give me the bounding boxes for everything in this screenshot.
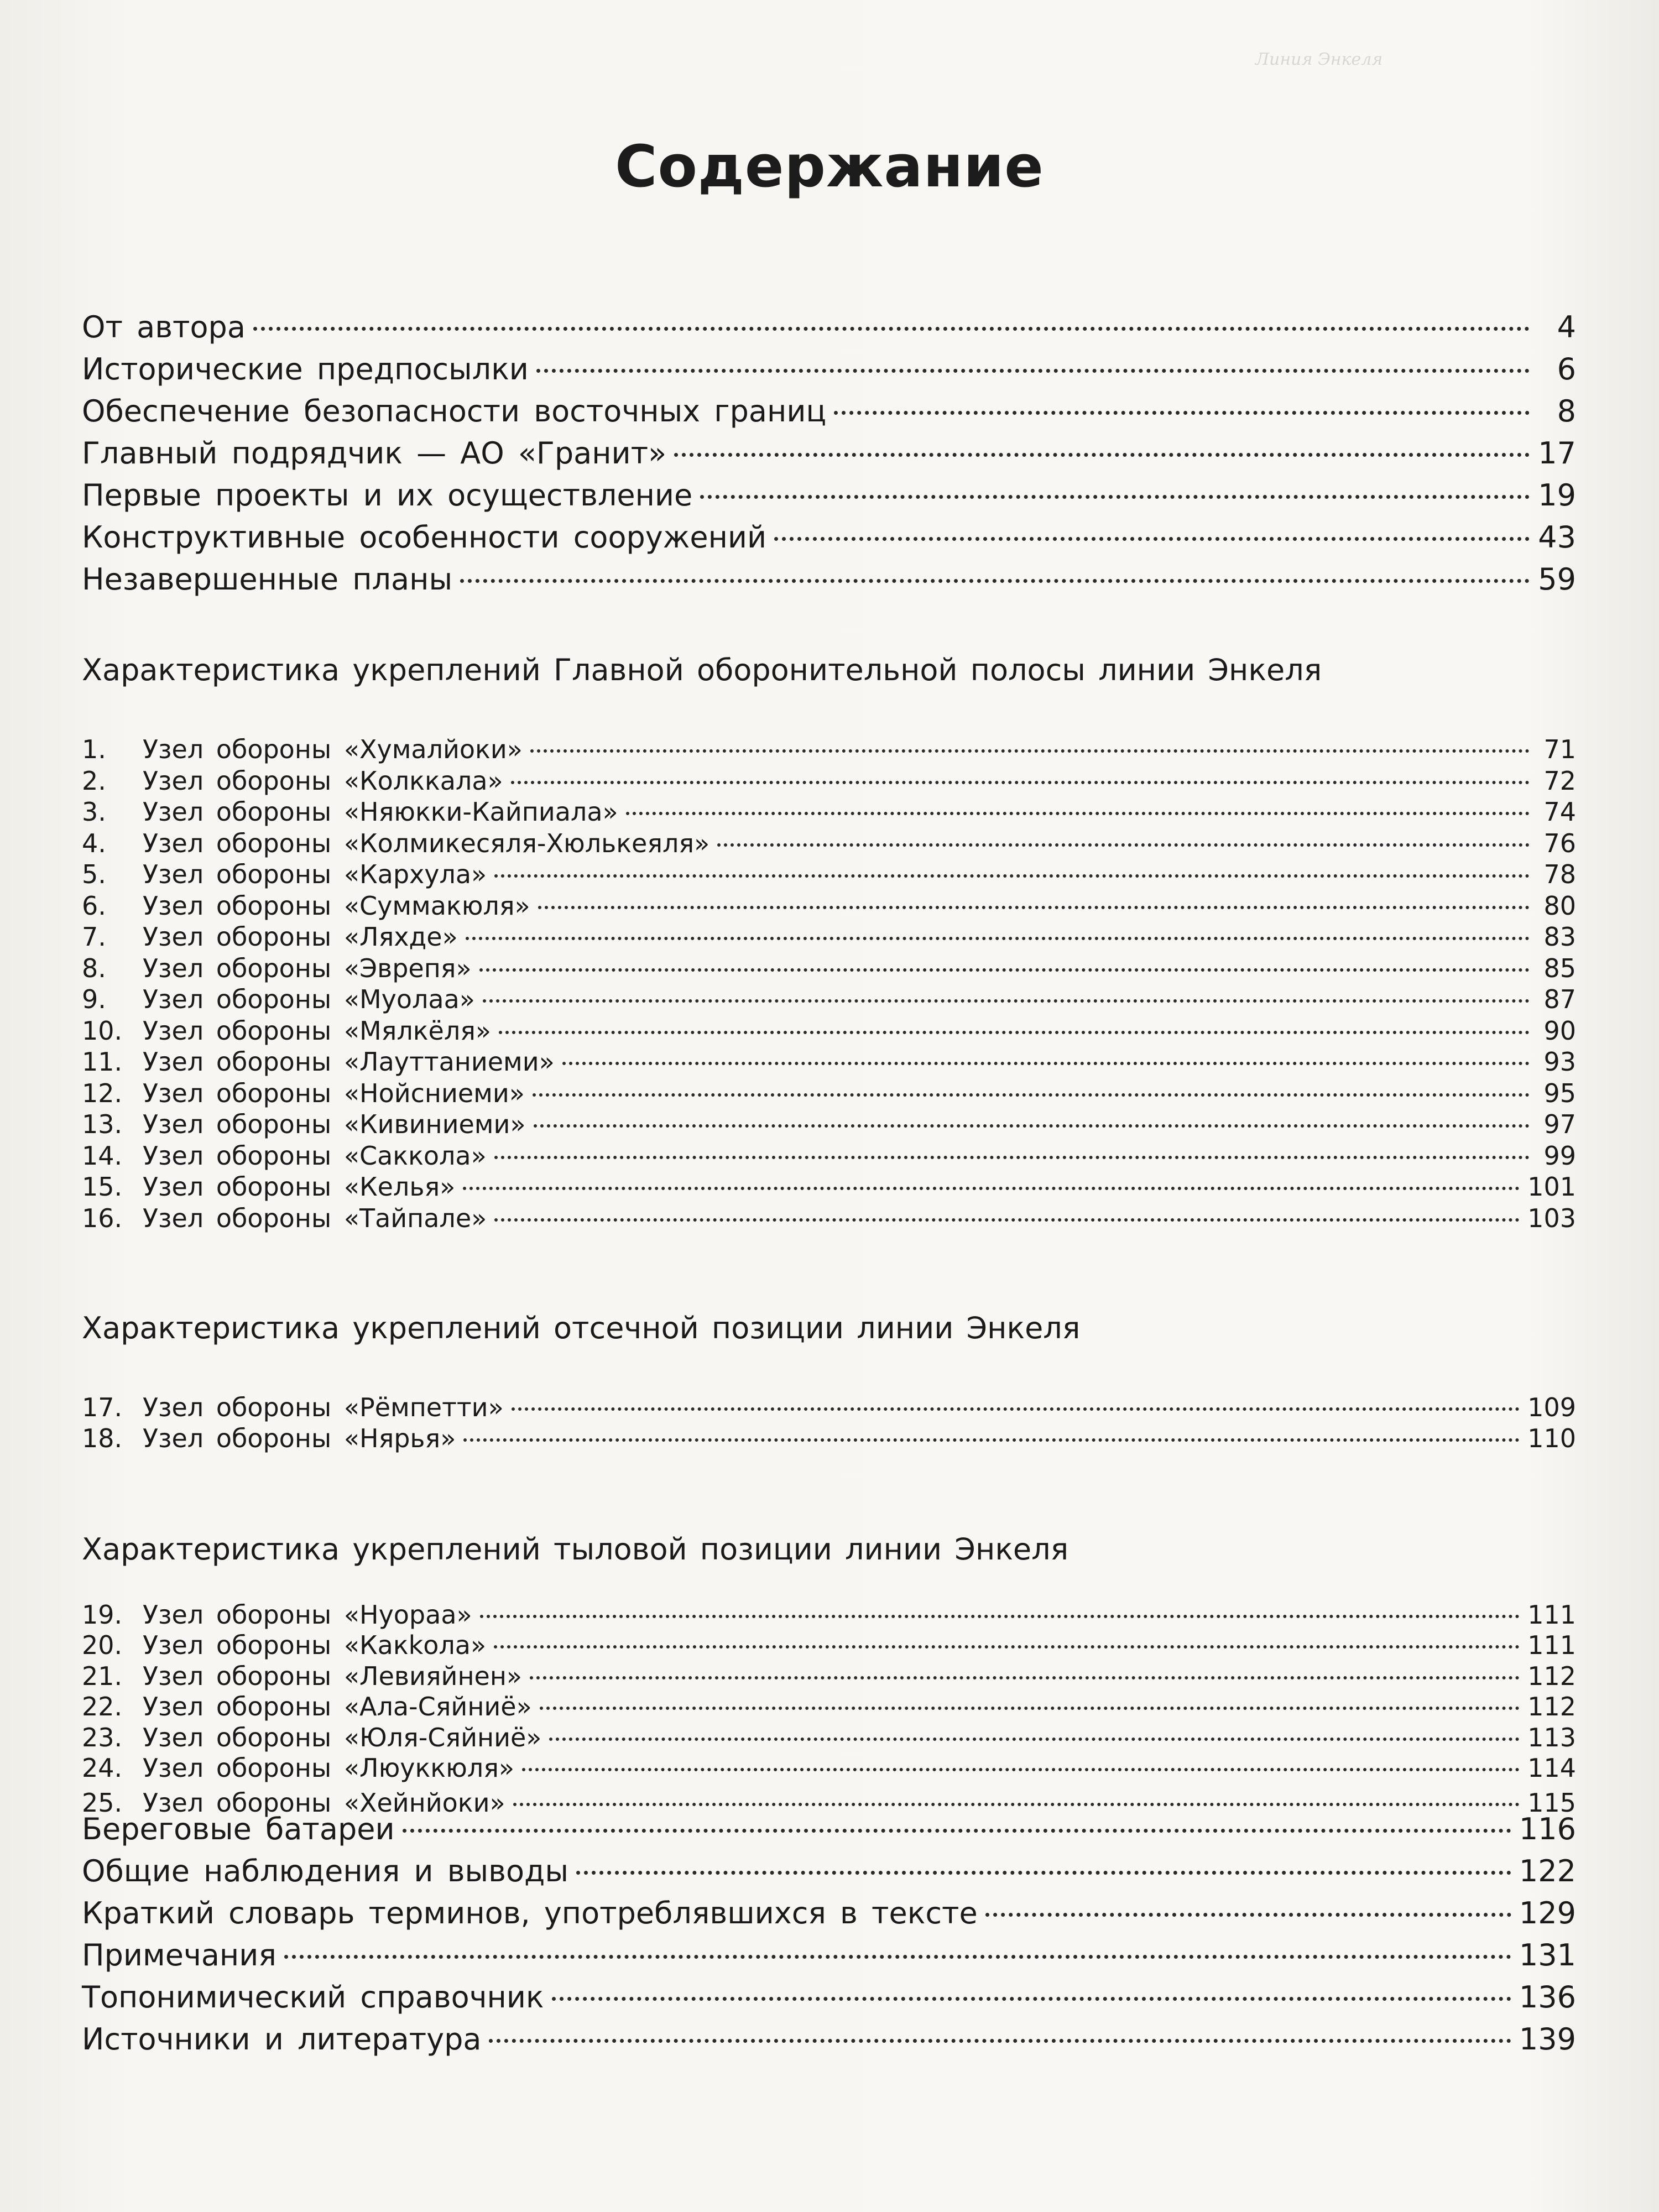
toc-entry-label: [82, 891, 538, 921]
dot-leader: [834, 411, 1530, 415]
toc-entry-number: 7.: [82, 922, 106, 952]
toc-entry-title: Узел обороны «Рёмпетти»: [143, 1392, 504, 1422]
toc-entry: [82, 1812, 1576, 1850]
toc-entry-label: Краткий словарь терминов, употреблявшихся в тексте: [82, 1896, 978, 1931]
dot-leader: [522, 1768, 1520, 1771]
toc-entry-label: [82, 797, 626, 827]
dot-leader: [717, 843, 1530, 847]
dot-leader: [494, 1645, 1520, 1648]
toc-entry-label: [82, 1047, 562, 1077]
toc-entry-number: 18.: [82, 1423, 123, 1453]
toc-entry-label: [82, 859, 494, 889]
toc-page-number: 72: [1543, 765, 1576, 796]
toc-page-number: 74: [1543, 797, 1576, 827]
dot-leader: [530, 1676, 1520, 1679]
toc-entry: [82, 1203, 1576, 1234]
toc-entry: [82, 828, 1576, 859]
toc-page-number: 114: [1527, 1753, 1576, 1783]
toc-page-number: 112: [1527, 1692, 1576, 1721]
toc-entry: [82, 310, 1576, 348]
toc-entry: [82, 1854, 1576, 1892]
toc-entry-number: 17.: [82, 1392, 123, 1422]
toc-entry-label: От автора: [82, 310, 246, 345]
dot-leader: [494, 1218, 1520, 1222]
toc-entry-number: 25.: [82, 1788, 123, 1818]
toc-page-number: 109: [1527, 1392, 1576, 1422]
toc-entry-label: [82, 953, 479, 983]
toc-entry-label: [82, 1172, 463, 1202]
toc-entry-label: Примечания: [82, 1938, 276, 1973]
toc-page-number: 93: [1543, 1047, 1576, 1077]
dot-leader: [538, 906, 1530, 909]
toc-entry-number: 16.: [82, 1203, 123, 1233]
toc-entry-number: 11.: [82, 1047, 123, 1077]
dot-leader: [284, 1955, 1511, 1959]
toc-entry-label: [82, 922, 466, 952]
toc-entry: [82, 1630, 1576, 1661]
toc-entry: [82, 953, 1576, 984]
dot-leader: [511, 781, 1530, 784]
toc-entry-label: Обеспечение безопасности восточных границ: [82, 394, 827, 429]
toc-entry-number: 12.: [82, 1078, 123, 1108]
toc-page-number: 131: [1519, 1938, 1576, 1973]
dot-leader: [460, 579, 1530, 583]
toc-entry: [82, 734, 1576, 765]
toc-entry-label: Источники и литература: [82, 2022, 482, 2057]
toc-entry-label: [82, 1630, 494, 1660]
toc-entry-number: 13.: [82, 1109, 123, 1139]
toc-entry-title: Узел обороны «Мялкёля»: [143, 1015, 492, 1046]
toc-page-number: 59: [1538, 562, 1576, 597]
toc-entry: [82, 436, 1576, 474]
toc-entry-title: Узел обороны «Саккола»: [143, 1140, 487, 1171]
toc-page-number: 87: [1543, 984, 1576, 1014]
toc-entry-title: Узел обороны «Левияйнен»: [143, 1661, 523, 1691]
toc-entry-title: Узел обороны «Юля-Сяйниё»: [143, 1723, 542, 1752]
toc-entry-label: Конструктивные особенности сооружений: [82, 520, 767, 555]
dot-leader: [626, 812, 1530, 815]
dot-leader: [489, 2039, 1511, 2043]
toc-page-number: 101: [1527, 1172, 1576, 1202]
toc-entry: [82, 766, 1576, 797]
toc-entry-title: Узел обороны «Колмикесяля-Хюлькеяля»: [143, 828, 710, 858]
toc-entry-title: Узел обороны «Кивиниеми»: [143, 1109, 526, 1139]
toc-entry: [82, 797, 1576, 828]
toc-entry: [82, 859, 1576, 890]
toc-entry-label: [82, 1753, 522, 1783]
toc-entry-label: [82, 1141, 494, 1171]
toc-page-number: 139: [1519, 2022, 1576, 2057]
toc-entry-title: Узел обороны «Люуккюля»: [143, 1753, 515, 1783]
toc-entry-number: 21.: [82, 1661, 123, 1691]
toc-entry-label: [82, 828, 717, 858]
dot-leader: [512, 1407, 1520, 1411]
toc-page-number: 83: [1543, 922, 1576, 952]
toc-page-number: 85: [1543, 953, 1576, 983]
toc-entry-title: Узел обороны «Колккала»: [143, 765, 503, 796]
toc-page-number: 8: [1557, 394, 1576, 429]
toc-entry-title: Узел обороны «Суммакюля»: [143, 890, 530, 921]
toc-entry-number: 22.: [82, 1692, 123, 1721]
dot-leader: [480, 1615, 1520, 1618]
dot-leader: [513, 1803, 1520, 1806]
dot-leader: [403, 1829, 1511, 1833]
toc-entry: [82, 1047, 1576, 1078]
section-heading: Характеристика укреплений отсечной позиции линии Энкеля: [82, 1311, 1081, 1345]
toc-entry-label: [82, 1692, 540, 1721]
toc-entry-number: 10.: [82, 1015, 123, 1046]
toc-entry-number: 15.: [82, 1172, 123, 1202]
toc-entry-label: [82, 734, 530, 764]
toc-entry-title: Узел обороны «Эврепя»: [143, 953, 472, 983]
dot-leader: [534, 1124, 1530, 1128]
toc-entry-number: 8.: [82, 953, 106, 983]
toc-page-number: 115: [1527, 1788, 1576, 1818]
toc-entry-label: [82, 1078, 533, 1108]
toc-entry: [82, 1692, 1576, 1723]
toc-entry: [82, 394, 1576, 432]
dot-leader: [549, 1738, 1520, 1741]
dot-leader: [985, 1913, 1511, 1917]
toc-entry-title: Узел обороны «Нярья»: [143, 1423, 456, 1453]
toc-entry: [82, 352, 1576, 390]
toc-entry-number: 20.: [82, 1630, 123, 1660]
toc-entry: [82, 922, 1576, 953]
toc-entry-number: 1.: [82, 734, 106, 764]
toc-page-number: 17: [1538, 436, 1576, 471]
section-heading: Характеристика укреплений тыловой позиции линии Энкеля: [82, 1532, 1069, 1567]
toc-entry-title: Узел обороны «Ляхде»: [143, 922, 458, 952]
toc-entry-label: Береговые батареи: [82, 1812, 395, 1846]
dot-leader: [562, 1062, 1530, 1065]
toc-entry-title: Узел обороны «Нойсниеми»: [143, 1078, 525, 1108]
dot-leader: [536, 369, 1530, 373]
toc-entry-number: 14.: [82, 1140, 123, 1171]
toc-page-number: 103: [1527, 1203, 1576, 1233]
toc-entry-title: Узел обороны «Келья»: [143, 1172, 456, 1202]
toc-entry: [82, 1600, 1576, 1631]
dot-leader: [499, 1031, 1530, 1034]
dot-leader: [463, 1438, 1520, 1442]
toc-entry-label: [82, 1109, 534, 1139]
toc-entry-number: 9.: [82, 984, 106, 1014]
toc-entry: [82, 1980, 1576, 2018]
dot-leader: [463, 1187, 1520, 1190]
toc-entry-title: Узел обороны «Муолаа»: [143, 984, 475, 1014]
toc-entry: [82, 1938, 1576, 1976]
toc-entry: [82, 520, 1576, 559]
toc-entry: [82, 1109, 1576, 1140]
toc-entry: [82, 984, 1576, 1015]
toc-page-number: 43: [1538, 520, 1576, 555]
toc-page-number: 76: [1543, 828, 1576, 858]
toc-entry-number: 3.: [82, 797, 106, 827]
toc-entry-label: [82, 1661, 530, 1691]
toc-entry: [82, 1016, 1576, 1047]
toc-page-number: 111: [1527, 1630, 1576, 1660]
toc-entry-label: [82, 1423, 463, 1453]
toc-entry-number: 23.: [82, 1723, 123, 1752]
toc-entry-label: Топонимический справочник: [82, 1980, 544, 2015]
toc-entry-label: [82, 1203, 494, 1233]
toc-entry-label: [82, 1392, 512, 1422]
toc-entry-number: 19.: [82, 1600, 123, 1630]
toc-entry: [82, 1392, 1576, 1423]
toc-entry: [82, 891, 1576, 922]
dot-leader: [494, 1156, 1530, 1159]
toc-page-number: 113: [1527, 1723, 1576, 1752]
toc-entry-label: [82, 1723, 549, 1752]
toc-entry-title: Узел обороны «Ала-Сяйниё»: [143, 1692, 532, 1721]
toc-entry-title: Узел обороны «Кархула»: [143, 859, 487, 889]
toc-entry-number: 2.: [82, 765, 106, 796]
toc-entry-title: Узел обороны «Какkола»: [143, 1630, 487, 1660]
toc-entry-title: Узел обороны «Нуораа»: [143, 1600, 472, 1630]
toc-entry-number: 6.: [82, 890, 106, 921]
toc-entry-label: Исторические предпосылки: [82, 352, 529, 387]
dot-leader: [576, 1871, 1511, 1875]
dot-leader: [494, 874, 1530, 878]
toc-entry-title: Узел обороны «Няюкки-Кайпиала»: [143, 797, 618, 827]
toc-entry-label: [82, 766, 511, 796]
toc-page-number: 97: [1543, 1109, 1576, 1139]
toc-entry-title: Узел обороны «Хумалйоки»: [143, 734, 523, 764]
toc-page-number: 4: [1557, 310, 1576, 345]
toc-entry: [82, 1753, 1576, 1784]
section-heading: Характеристика укреплений Главной оборонительной полосы линии Энкеля: [82, 653, 1322, 687]
toc-entry-title: Узел обороны «Лауттаниеми»: [143, 1047, 555, 1077]
toc-entry-label: Главный подрядчик — АО «Гранит»: [82, 436, 667, 471]
toc-entry-label: [82, 1016, 499, 1046]
toc-entry: [82, 478, 1576, 517]
toc-page-number: 129: [1519, 1896, 1576, 1931]
toc-page-number: 19: [1538, 478, 1576, 513]
toc-page-number: 112: [1527, 1661, 1576, 1691]
dot-leader: [540, 1707, 1520, 1710]
running-header: Линия Энкеля: [1255, 50, 1383, 69]
toc-page-number: 78: [1543, 859, 1576, 889]
toc-entry: [82, 2022, 1576, 2060]
toc-entry: [82, 1896, 1576, 1934]
dot-leader: [483, 999, 1530, 1003]
toc-entry-title: Узел обороны «Тайпале»: [143, 1203, 487, 1233]
toc-page-number: 122: [1519, 1854, 1576, 1888]
toc-page-number: 6: [1557, 352, 1576, 387]
dot-leader: [674, 453, 1530, 457]
toc-entry-label: [82, 984, 483, 1014]
dot-leader: [530, 749, 1530, 753]
toc-entry: [82, 562, 1576, 601]
toc-page-number: 99: [1543, 1140, 1576, 1171]
toc-page-number: 80: [1543, 890, 1576, 921]
toc-entry: [82, 1078, 1576, 1109]
dot-leader: [466, 937, 1530, 940]
toc-page-number: 90: [1543, 1015, 1576, 1046]
toc-page-number: 95: [1543, 1078, 1576, 1108]
toc-entry-label: Незавершенные планы: [82, 562, 453, 597]
toc-page-number: 111: [1527, 1600, 1576, 1630]
toc-page-number: 71: [1543, 734, 1576, 764]
toc-entry-label: [82, 1600, 480, 1630]
toc-entry: [82, 1172, 1576, 1203]
toc-entry-number: 24.: [82, 1753, 123, 1783]
toc-entry: [82, 1141, 1576, 1172]
dot-leader: [533, 1093, 1530, 1097]
toc-entry-number: 5.: [82, 859, 106, 889]
toc-page-number: 110: [1527, 1423, 1576, 1453]
toc-entry-title: Узел обороны «Хейнйоки»: [143, 1788, 505, 1818]
toc-entry: [82, 1661, 1576, 1692]
toc-entry-number: 4.: [82, 828, 106, 858]
toc-entry: [82, 1423, 1576, 1454]
toc-page-number: 136: [1519, 1980, 1576, 2015]
toc-entry-label: Общие наблюдения и выводы: [82, 1854, 568, 1888]
dot-leader: [253, 327, 1530, 331]
dot-leader: [700, 495, 1530, 499]
dot-leader: [774, 537, 1530, 541]
toc-entry-label: Первые проекты и их осуществление: [82, 478, 693, 513]
dot-leader: [552, 1997, 1511, 2001]
toc-entry: [82, 1723, 1576, 1754]
toc-page-number: 116: [1519, 1812, 1576, 1846]
page-title: Содержание: [615, 133, 1044, 200]
dot-leader: [479, 968, 1530, 972]
